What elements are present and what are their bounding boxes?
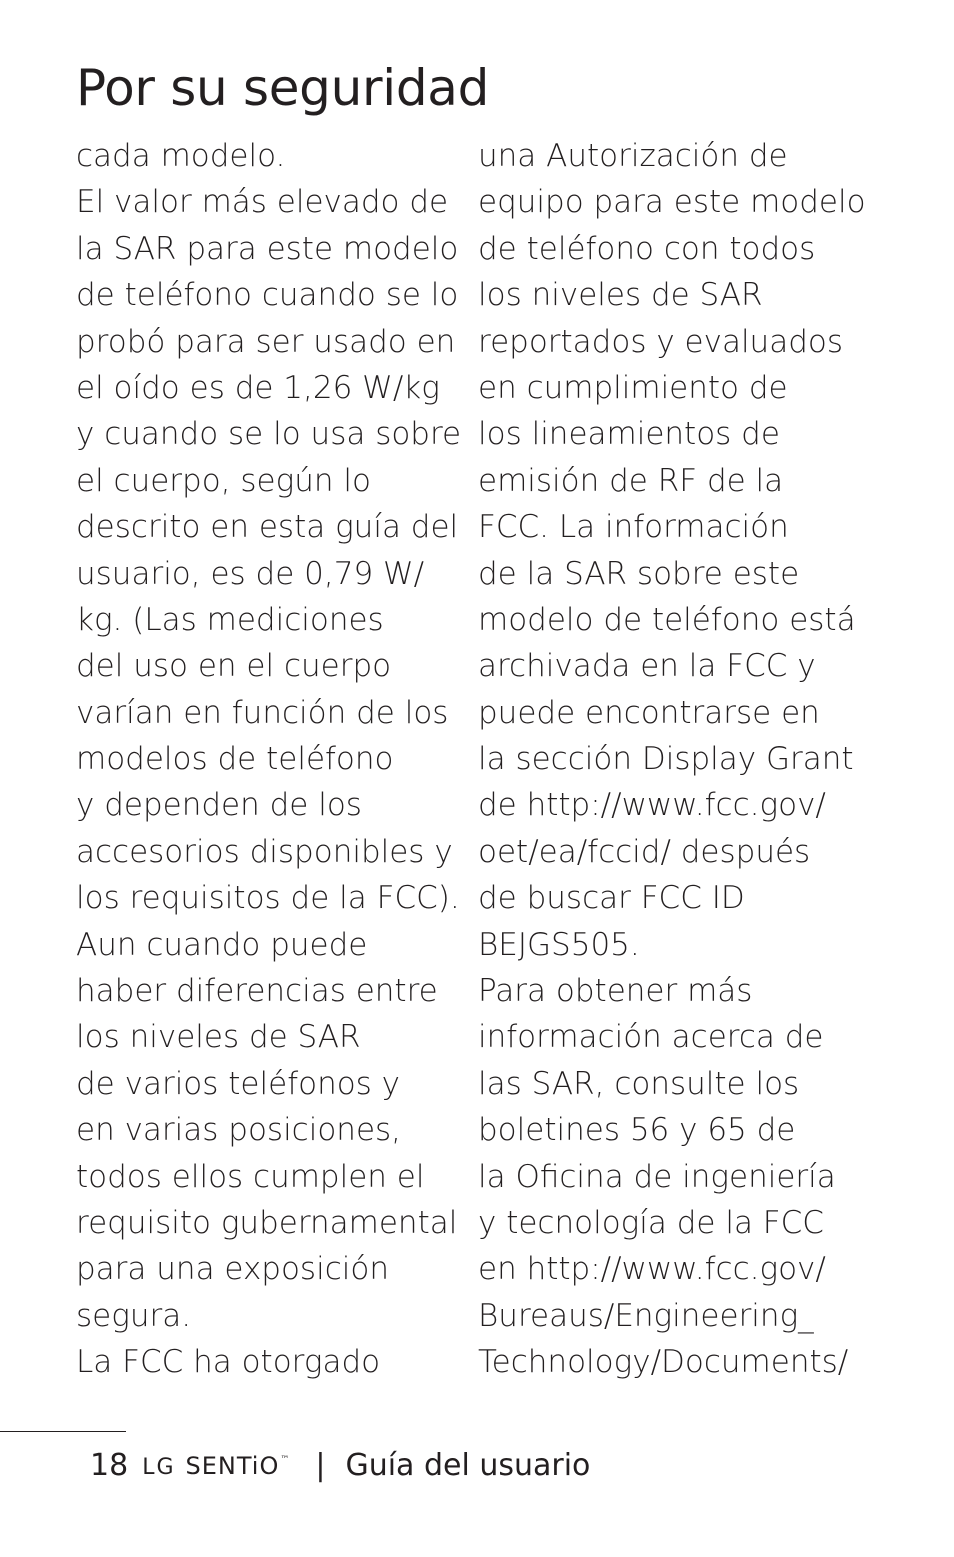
guide-label: Guía del usuario bbox=[345, 1448, 591, 1483]
text-line: requisito gubernamental bbox=[76, 1204, 458, 1241]
text-line: BEJGS505. bbox=[478, 926, 640, 963]
url-text-line: Technology/Documents/ bbox=[478, 1344, 849, 1381]
text-line: de varios teléfonos y bbox=[76, 1065, 401, 1102]
text-line: segura. bbox=[76, 1297, 192, 1334]
text-line: modelos de teléfono bbox=[76, 741, 394, 778]
brand-logo bbox=[142, 1446, 289, 1492]
text-line: de la SAR sobre este bbox=[478, 555, 800, 592]
text-line: cada modelo. bbox=[76, 138, 286, 174]
text-line: los niveles de SAR bbox=[478, 277, 763, 314]
text-line: haber diferencias entre bbox=[76, 973, 438, 1010]
text-line: la sección Display Grant bbox=[478, 741, 854, 778]
url-text-line: Bureaus/Engineering_ bbox=[478, 1297, 814, 1334]
page-number: 18 bbox=[90, 1448, 129, 1483]
text-line: la SAR para este modelo bbox=[76, 230, 459, 267]
text-line: y cuando se lo usa sobre bbox=[76, 416, 462, 453]
text-line: La FCC ha otorgado bbox=[76, 1344, 381, 1381]
text-line: equipo para este modelo bbox=[478, 184, 866, 221]
url-text-line: en http://www.fcc.gov/ bbox=[478, 1251, 826, 1288]
page-title: Por su seguridad bbox=[76, 59, 490, 117]
text-line: kg. (Las mediciones bbox=[76, 601, 384, 638]
text-line: de buscar FCC ID bbox=[478, 880, 745, 917]
url-text-line: oet/ea/fccid/ después bbox=[478, 833, 811, 870]
page-footer bbox=[90, 1446, 590, 1486]
text-line: en varias posiciones, bbox=[76, 1112, 402, 1149]
text-line: usuario, es de 0,79 W/ bbox=[76, 555, 425, 592]
text-line: del uso en el cuerpo bbox=[76, 648, 392, 685]
text-line: Para obtener más bbox=[478, 973, 753, 1010]
text-line: reportados y evaluados bbox=[478, 323, 843, 360]
text-line: y tecnología de la FCC bbox=[478, 1204, 824, 1241]
text-line: emisión de RF de la bbox=[478, 462, 784, 499]
text-line: FCC. La información bbox=[478, 509, 789, 546]
text-line: todos ellos cumplen el bbox=[76, 1158, 425, 1195]
text-line: accesorios disponibles y bbox=[76, 833, 453, 870]
left-text-column bbox=[76, 133, 466, 1386]
right-text-column bbox=[478, 133, 898, 1386]
text-line: probó para ser usado en bbox=[76, 323, 456, 360]
text-line: descrito en esta guía del bbox=[76, 509, 459, 546]
text-line: los requisitos de la FCC). bbox=[76, 880, 460, 917]
text-line: para una exposición bbox=[76, 1251, 389, 1288]
brand-model: SENTiO bbox=[185, 1452, 280, 1480]
footer-divider bbox=[0, 1431, 126, 1432]
text-line: una Autorización de bbox=[478, 138, 788, 174]
text-line: de teléfono con todos bbox=[478, 230, 816, 267]
text-line: los niveles de SAR bbox=[76, 1019, 361, 1056]
footer-separator: | bbox=[315, 1448, 326, 1483]
text-line: los lineamientos de bbox=[478, 416, 780, 453]
text-line: modelo de teléfono está bbox=[478, 601, 856, 638]
text-line: en cumplimiento de bbox=[478, 369, 788, 406]
text-line: boletines 56 y 65 de bbox=[478, 1112, 796, 1149]
text-line: de teléfono cuando se lo bbox=[76, 277, 459, 314]
text-line: Aun cuando puede bbox=[76, 926, 368, 963]
text-line: las SAR, consulte los bbox=[478, 1065, 800, 1102]
text-line: el oído es de 1,26 W/kg bbox=[76, 369, 440, 406]
text-line: la Oficina de ingeniería bbox=[478, 1158, 836, 1195]
trademark-symbol: ™ bbox=[280, 1455, 290, 1465]
text-line: y dependen de los bbox=[76, 787, 362, 824]
text-line: puede encontrarse en bbox=[478, 694, 820, 731]
text-line: información acerca de bbox=[478, 1019, 824, 1056]
text-line: varían en función de los bbox=[76, 694, 449, 731]
brand-lg: LG bbox=[142, 1455, 176, 1480]
text-line: El valor más elevado de bbox=[76, 184, 449, 221]
text-line: el cuerpo, según lo bbox=[76, 462, 371, 499]
url-text-line: de http://www.fcc.gov/ bbox=[478, 787, 826, 824]
text-line: archivada en la FCC y bbox=[478, 648, 816, 685]
